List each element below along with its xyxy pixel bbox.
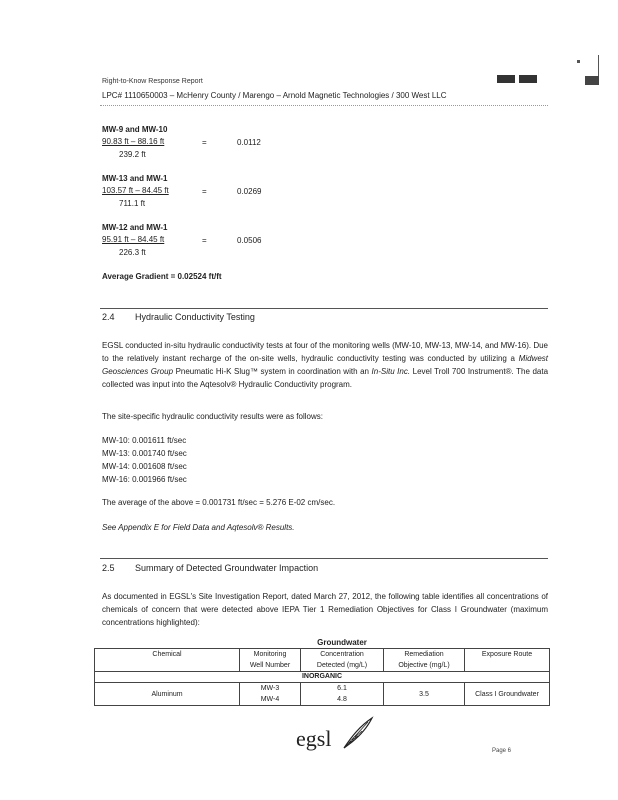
section-2-5-title: Summary of Detected Groundwater Impaction — [135, 563, 319, 573]
gradient-2-equals: = — [202, 187, 207, 196]
corner-line — [598, 55, 599, 77]
header-ro-line2: Objective (mg/L) — [398, 662, 450, 669]
groundwater-table — [94, 638, 550, 706]
row-conc-a: 6.1 — [337, 685, 347, 692]
header-route-label: Exposure Route — [481, 651, 533, 658]
table-row — [95, 683, 550, 706]
page-number: Page 6 — [492, 748, 512, 754]
header-well — [240, 649, 301, 672]
table-group-row — [95, 672, 550, 683]
corner-tick — [577, 60, 580, 63]
header-tag-mark-2 — [519, 75, 537, 83]
gradient-3-equals: = — [202, 236, 207, 245]
para-italic-1: Midwest Geosciences Group — [102, 354, 548, 376]
gradient-3-denominator: 226.3 ft — [119, 248, 146, 257]
result-mw-16: MW-16: 0.001966 ft/sec — [102, 475, 187, 484]
row-wells — [240, 683, 301, 706]
row-route: Class I Groundwater — [465, 683, 550, 706]
average-gradient: Average Gradient = 0.02524 ft/ft — [102, 272, 222, 281]
header-well-line2: Well Number — [249, 662, 291, 669]
header-concentration — [301, 649, 384, 672]
row-well-b: MW-4 — [260, 696, 280, 703]
header-tag-mark — [497, 75, 515, 83]
gradient-2-numerator: 103.57 ft – 84.45 ft — [102, 186, 169, 195]
header-conc-line2: Detected (mg/L) — [316, 662, 368, 669]
lpc-line: LPC# 1110650003 – McHenry County / Marengo – Arnold Magnetic Technologies / 300 West LLC — [102, 91, 447, 100]
table-caption: Groundwater — [317, 638, 367, 647]
gradient-1-equals: = — [202, 138, 207, 147]
caption-spacer — [95, 638, 301, 649]
gradient-2-title: MW-13 and MW-1 — [102, 174, 168, 183]
header-route — [465, 649, 550, 672]
section-2-5-paragraph: As documented in EGSL's Site Investigation Report, dated March 27, 2012, the following table identifies all concentrations of chemicals of concern that were detected above IEPA Tier 1 Remediation Objectives for Class I Groundwater (maximum concentrations highlighted): — [102, 592, 548, 627]
header-ro-line1: Remediation — [404, 651, 444, 658]
corner-mark — [585, 76, 599, 85]
header-well-line1: Monitoring — [253, 651, 287, 658]
report-title: Right-to-Know Response Report — [102, 78, 203, 85]
gradient-2-result: 0.0269 — [237, 187, 262, 196]
section-2-4-rule — [100, 308, 548, 309]
section-2-4-number: 2.4 — [102, 312, 115, 322]
section-2-5-rule — [100, 558, 548, 559]
egsl-logo-text: egsl — [296, 726, 332, 751]
row-objective: 3.5 — [384, 683, 465, 706]
appendix-note: See Appendix E for Field Data and Aqtesolv® Results. — [102, 523, 295, 532]
para-text-2: Pneumatic Hi-K Slug™ system in coordination with an — [173, 367, 372, 376]
row-chemical: Aluminum — [95, 683, 240, 706]
gradient-1-numerator: 90.83 ft – 88.16 ft — [102, 137, 165, 146]
para-text-3: Level Troll 700 Instrument®. The data collected was input into the Aqtesolv® Hydraulic Conductivity program. — [102, 367, 549, 389]
group-inorganic: INORGANIC — [95, 672, 550, 683]
para-text-1: EGSL conducted in-situ hydraulic conductivity tests at four of the monitoring wells (MW-10, MW-13, MW-14, and MW-16). Due to the relatively instant recharge of the on-site wells, hydraulic conductivity testing was conducted by utilizing a — [102, 341, 548, 363]
gradient-3-result: 0.0506 — [237, 236, 262, 245]
gradient-3-title: MW-12 and MW-1 — [102, 223, 168, 232]
header-chemical — [95, 649, 240, 672]
section-2-5-number: 2.5 — [102, 563, 115, 573]
gradient-2-denominator: 711.1 ft — [119, 199, 146, 208]
gradient-3-numerator: 95.91 ft – 84.45 ft — [102, 235, 165, 244]
row-well-a: MW-3 — [260, 685, 280, 692]
results-intro: The site-specific hydraulic conductivity results were as follows: — [102, 412, 323, 421]
table-header-row — [95, 649, 550, 672]
header-conc-line1: Concentration — [320, 651, 364, 658]
gradient-1-denominator: 239.2 ft — [119, 150, 146, 159]
gradient-1-title: MW-9 and MW-10 — [102, 125, 168, 134]
para-italic-2: In-Situ Inc. — [371, 367, 411, 376]
section-2-4-paragraph — [102, 339, 548, 391]
row-conc-b: 4.8 — [337, 696, 347, 703]
header-chemical-label: Chemical — [152, 651, 182, 658]
feather-barbs — [346, 722, 368, 746]
section-2-4-title: Hydraulic Conductivity Testing — [135, 312, 255, 322]
header-divider — [100, 105, 548, 106]
result-mw-14: MW-14: 0.001608 ft/sec — [102, 462, 187, 471]
conductivity-average: The average of the above = 0.001731 ft/sec = 5.276 E-02 cm/sec. — [102, 498, 336, 507]
egsl-logo — [294, 716, 378, 756]
result-mw-13: MW-13: 0.001740 ft/sec — [102, 449, 187, 458]
result-mw-10: MW-10: 0.001611 ft/sec — [102, 436, 187, 445]
row-concentrations — [301, 683, 384, 706]
header-objective — [384, 649, 465, 672]
gradient-1-result: 0.0112 — [237, 138, 261, 147]
caption-spacer-2 — [384, 638, 550, 649]
